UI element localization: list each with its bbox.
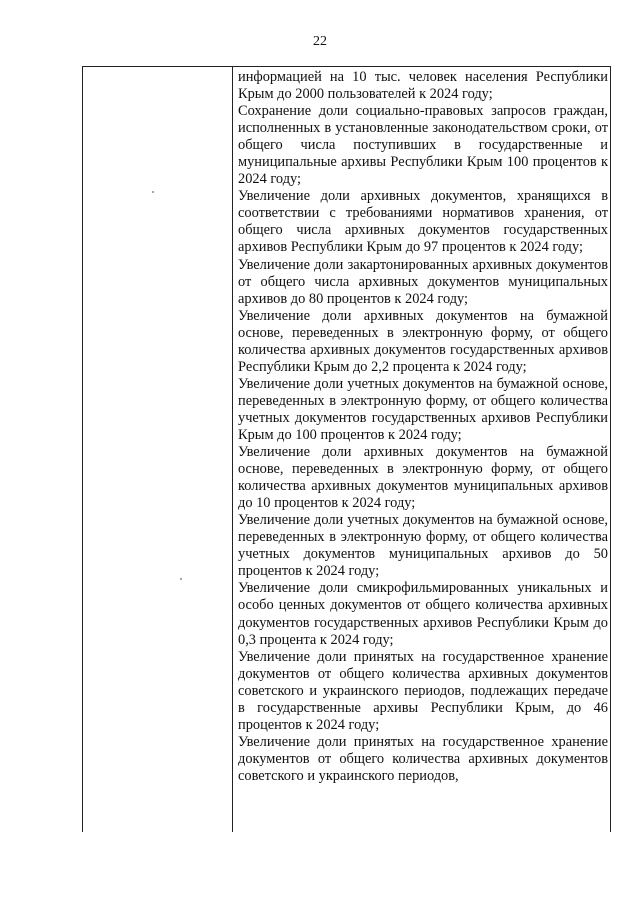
table-left-column — [83, 67, 233, 832]
document-table — [82, 66, 611, 832]
table-paragraph: Увеличение доли архивных документов, хранящихся в соответствии с требованиями нормативов хранения, от общего числа архивных документов государственных архивов Республики Крым до 97 процентов к 2024 году; — [238, 188, 608, 256]
scan-speck — [152, 191, 154, 193]
table-paragraph: информацией на 10 тыс. человек населения Республики Крым до 2000 пользователей к 2024 году; — [238, 69, 608, 103]
table-right-column — [233, 67, 610, 832]
table-paragraph: Увеличение доли принятых на государственное хранение документов от общего количества архивных документов советского и украинского периодов, подлежащих передаче в государственные архивы Республики Крым, до 46 процентов к 2024 году; — [238, 648, 608, 733]
table-paragraph: Увеличение доли принятых на государственное хранение документов от общего количества архивных документов советского и украинского периодов, — [238, 733, 608, 784]
table-paragraph: Увеличение доли учетных документов на бумажной основе, переведенных в электронную форму, от общего количества учетных документов муниципальных архивов до 50 процентов к 2024 году; — [238, 512, 608, 580]
table-paragraph: Увеличение доли архивных документов на бумажной основе, переведенных в электронную форму, от общего количества архивных документов государственных архивов Республики Крым до 2,2 процента к 2024 году; — [238, 307, 608, 375]
scan-speck — [180, 578, 182, 580]
table-paragraph: Увеличение доли смикрофильмированных уникальных и особо ценных документов от общего количества архивных документов государственных архивов Республики Крым до 0,3 процента к 2024 году; — [238, 580, 608, 648]
table-paragraph: Увеличение доли учетных документов на бумажной основе, переведенных в электронную форму, от общего количества учетных документов государственных архивов Республики Крым до 100 процентов к 2024 году; — [238, 375, 608, 443]
table-paragraph: Сохранение доли социально-правовых запросов граждан, исполненных в установленные законодательством сроки, от общего числа поступивших в государственные и муниципальные архивы Республики Крым 100 процентов к 2024 году; — [238, 103, 608, 188]
page-number: 22 — [313, 34, 327, 49]
table-paragraph: Увеличение доли закартонированных архивных документов от общего числа архивных документов муниципальных архивов до 80 процентов к 2024 году; — [238, 256, 608, 307]
table-paragraph: Увеличение доли архивных документов на бумажной основе, переведенных в электронную форму, от общего количества архивных документов муниципальных архивов до 10 процентов к 2024 году; — [238, 444, 608, 512]
